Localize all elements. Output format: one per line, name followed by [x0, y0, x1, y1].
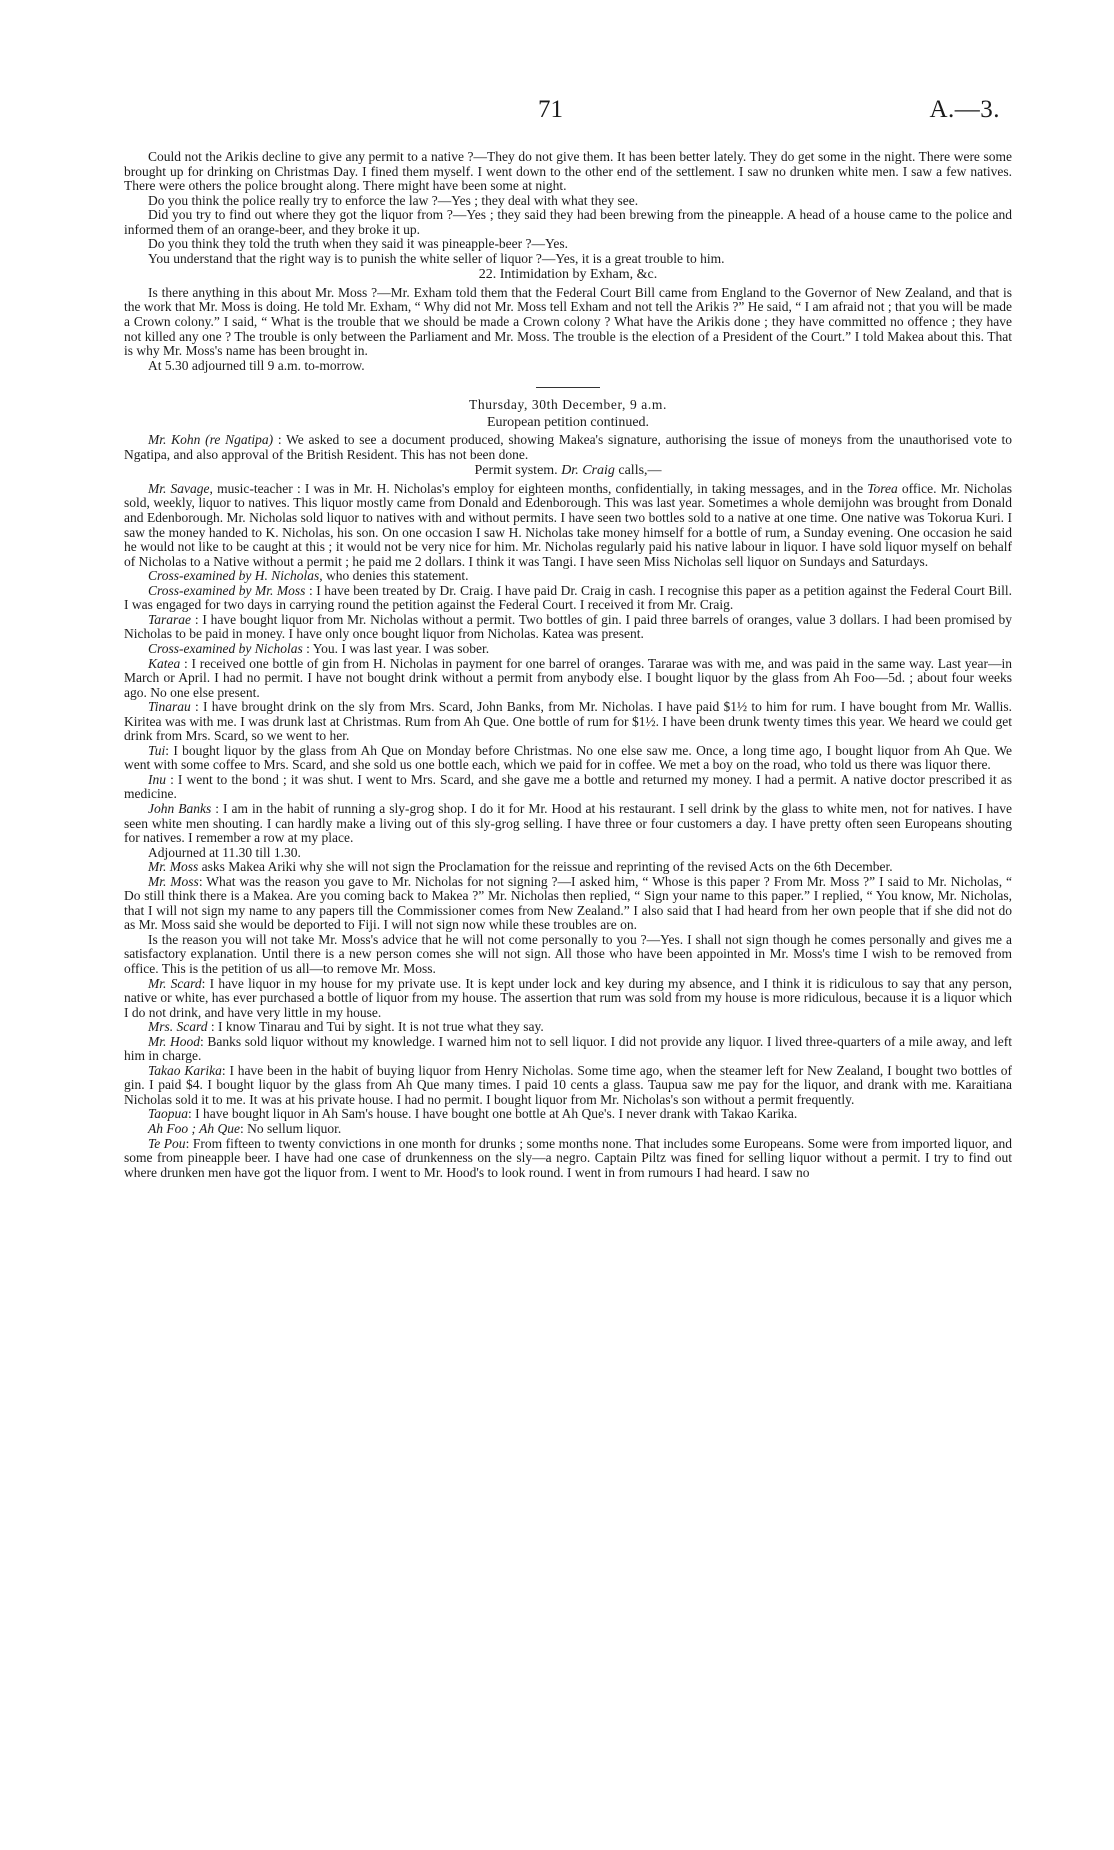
speaker-name: Mr. Kohn	[148, 432, 201, 448]
testimony	[124, 977, 1012, 1021]
testimony-text: : What was the reason you gave to Mr. Nicholas for not signing ?—I asked him, “ Whose is this paper ? From Mr. Moss ?” I said to Mr. Nicholas, “ Do still think there is a Makea. Are you coming back to Makea ?” Mr. Nicholas then replied, “ Sign your name to this paper.” I replied, “ You know, Mr. Nicholas, that I will not sign my name to any papers till the Commissioner comes from New Zealand.” I also said that I had heard from her own people that if she did not do as Mr. Moss said she would be deported to Fiji. I will not sign now while these troubles are on.	[124, 873, 1012, 933]
speaker-name: Taopua	[148, 1106, 189, 1122]
page-body	[124, 150, 1012, 1180]
section-divider	[536, 387, 600, 388]
speaker-name: Takao Karika	[148, 1062, 222, 1078]
calls-text: calls,—	[618, 463, 662, 479]
speaker-name: Te Pou	[148, 1135, 186, 1151]
speaker-name: Katea	[148, 655, 181, 671]
subheading	[124, 464, 1012, 479]
testimony	[124, 1137, 1012, 1181]
document-reference: A.—3.	[929, 96, 1000, 123]
speaker-name: Mr. Moss	[148, 859, 199, 875]
speaker-name: Cross-examined by H. Nicholas	[148, 568, 320, 584]
testimony	[124, 569, 1012, 584]
testimony	[124, 1107, 1012, 1122]
testimony	[124, 700, 1012, 744]
speaker-name: Tinarau	[148, 699, 191, 715]
ship-name: Torea	[867, 480, 898, 496]
speaker-note: (re Ngatipa)	[205, 432, 274, 448]
testimony	[124, 1122, 1012, 1137]
testimony	[124, 875, 1012, 933]
speaker-name: Cross-examined by Nicholas	[148, 640, 303, 656]
testimony	[124, 433, 1012, 462]
speaker-name: Tui	[148, 742, 166, 758]
speaker-name: Dr. Craig	[561, 463, 615, 479]
testimony	[124, 482, 1012, 569]
testimony-text: : I have bought liquor in Ah Sam's house. I have bought one bottle at Ah Que's. I never drank with Takao Karika.	[188, 1106, 798, 1122]
testimony-text: : I bought liquor by the glass from Ah Que on Monday before Christmas. No one else saw me. Once, a long time ago, I bought liquor from Ah Que. We went with some coffee to Mrs. Scard, and she sold us one bottle each, which we paid for in coffee. We met a boy on the road, who told us there was liquor there.	[124, 742, 1012, 773]
date-heading: Thursday, 30th December, 9 a.m.	[469, 397, 667, 413]
testimony-text: : I have been treated by Dr. Craig. I have paid Dr. Craig in cash. I recognise this paper as a petition against the Federal Court Bill. I was engaged for two days in carrying round the petition against the Federal Court. I received it from Mr. Craig.	[124, 582, 1013, 613]
testimony-text: : You. I was last year. I was sober.	[306, 640, 490, 656]
speaker-name: Mr. Moss	[148, 873, 199, 889]
testimony-text: : I received one bottle of gin from H. Nicholas in payment for one barrel of oranges. Tararae was with me, and was paid in the same way. Last year—in March or April. I had no permit. I have not bought drink without a permit from anybody else. I bought liquor by the glass from Ah Foo—5d. ; about four weeks ago. No one else present.	[124, 655, 1013, 700]
testimony-text: : From fifteen to twenty convictions in one month for drunks ; some months none. That includes some Europeans. Some were from imported liquor, and some from pineapple beer. I have had one case of drunkenness on the sly—a negro. Captain Piltz was fined for selling liquor without a permit. I try to find out where drunken men have got the liquor from. I went to Mr. Hood's to look round. I went in from rumours I had heard. I saw no	[124, 1135, 1012, 1180]
testimony	[124, 802, 1012, 846]
permit-system-text: Permit system.	[474, 463, 558, 479]
testimony-text: : Banks sold liquor without my knowledge. I warned him not to sell liquor. I did not provide any liquor. I lived three-quarters of a mile away, and left him in charge.	[124, 1033, 1012, 1064]
testimony-text: : We asked to see a document produced, showing Makea's signature, authorising the issue of moneys from the unauthorised vote to Ngatipa, and also approval of the British Resident. This has not been done.	[124, 432, 1013, 462]
speaker-name: Mr. Savage	[148, 480, 210, 496]
testimony-text: : I have been in the habit of buying liquor from Henry Nicholas. Some time ago, when the steamer left for New Zealand, I bought two bottles of gin. I paid $4. I bought liquor by the glass from Ah Que many times. I paid 10 cents a glass. Taupua saw me pay for the liquor, and drank with me. Karaitiana Nicholas sold it to me. It was at his private house. I had no permit. I bought liquor from Mr. Nicholas's son without a permit frequently.	[124, 1062, 1012, 1107]
testimony	[124, 642, 1012, 657]
subheading: European petition continued.	[486, 414, 650, 430]
testimony	[124, 860, 1012, 875]
testimony-text: : No sellum liquor.	[239, 1121, 342, 1136]
testimony-text: : I know Tinarau and Tui by sight. It is not true what they say.	[210, 1019, 544, 1035]
testimony-text: , who denies this statement.	[319, 568, 469, 584]
speaker-name: Ah Foo ; Ah Que	[148, 1121, 240, 1136]
paragraph: At 5.30 adjourned till 9 a.m. to-morrow.	[148, 357, 365, 373]
testimony	[124, 1035, 1012, 1064]
paragraph: Is the reason you will not take Mr. Moss's advice that he will not come personally to you ?—Yes. I shall not sign though he comes personally and gives me a satisfactory explanation. Until there is a new person comes she will not sign. All those who have been appointed in Mr. Moss's time I wish to be removed from office. This is the petition of us all—to remove Mr. Moss.	[124, 931, 1012, 976]
speaker-name: Mr. Hood	[148, 1033, 200, 1049]
speaker-name: Tararae	[148, 611, 192, 627]
testimony	[124, 613, 1012, 642]
testimony	[124, 584, 1012, 613]
testimony-text: : I have bought liquor from Mr. Nicholas without a permit. Two bottles of gin. I paid three barrels of oranges, value 3 dollars. I had been promised by Nicholas to be paid in money. I have only once bought liquor from Nicholas. Katea was present.	[124, 611, 1012, 642]
paragraph: Did you try to find out where they got the liquor from ?—Yes ; they said they had been brewing from the pineapple. A head of a house came to the police and informed them of an orange-beer, and they broke it up.	[124, 207, 1012, 237]
paragraph: Adjourned at 11.30 till 1.30.	[148, 844, 301, 860]
page-header	[0, 96, 1114, 136]
testimony-text: office. Mr. Nicholas sold, weekly, liquor to natives. This liquor mostly came from Donald and Edenborough. This was last year. Sometimes a whole demijohn was brought from Donald and Edenborough. Mr. Nicholas sold liquor to natives with and without permits. I have seen two bottles sold to a native at one time. One native was Tokorua Kuri. I saw the money handed to K. Nicholas, his son. On one occasion I saw H. Nicholas take money himself for a bottle of rum, a Sunday evening. One occasion he said he would not like to be caught at this ; it would not be very nice for him. Mr. Nicholas regularly paid his native labour in liquor. I have sold liquor myself on behalf of Nicholas to a Native without a permit ; he paid me 2 dollars. I think it was Tangi. I have seen Miss Nicholas sell liquor on Sundays and Saturdays.	[124, 480, 1012, 569]
testimony-text: : I went to the bond ; it was shut. I went to Mrs. Scard, and she gave me a bottle and returned my money. I had a permit. A native doctor prescribed it as medicine.	[124, 771, 1013, 802]
section-heading: 22. Intimidation by Exham, &c.	[478, 267, 658, 283]
testimony	[124, 1020, 1012, 1035]
testimony	[124, 773, 1012, 802]
paragraph: Do you think the police really try to enforce the law ?—Yes ; they deal with what they see.	[148, 192, 639, 208]
testimony	[124, 744, 1012, 773]
paragraph: Do you think they told the truth when they said it was pineapple-beer ?—Yes.	[148, 236, 569, 252]
speaker-name: Cross-examined by Mr. Moss	[148, 582, 306, 598]
testimony-text: asks Makea Ariki why she will not sign the Proclamation for the reissue and reprinting of the revised Acts on the 6th December.	[198, 859, 893, 875]
page-number: 71	[538, 96, 563, 123]
speaker-name: John Banks	[148, 800, 212, 816]
speaker-name: Mrs. Scard	[148, 1019, 208, 1035]
paragraph: Could not the Arikis decline to give any permit to a native ?—They do not give them. It has been better lately. They do get some in the night. There were some brought up for drinking on Christmas Day. I fined them myself. I went down to the other end of the settlement. I saw no drunken white men. I saw a few natives. There were others the police brought along. There might have been some at night.	[124, 149, 1012, 194]
testimony-text: : I am in the habit of running a sly-grog shop. I do it for Mr. Hood at his restaurant. I sell drink by the glass to white men, not for natives. I have seen white men shouting. I can hardly make a living out of this sly-grog selling. I have three or four customers a day. I have pretty often seen Europeans shouting for natives. I remember a row at my place.	[124, 800, 1013, 846]
testimony-text: : I have liquor in my house for my private use. It is kept under lock and key during my absence, and I think it is ridiculous to say that any person, native or white, has ever purchased a bottle of liquor from my house. The assertion that rum was sold from my house is more ridiculous, because it is a liquor which I do not drink, and have very little in my house.	[124, 975, 1012, 1020]
testimony-text: : I have brought drink on the sly from Mrs. Scard, John Banks, from Mr. Nicholas. I have paid $1½ to him for rum. I have bought from Mr. Wallis. Kiritea was with me. I was drunk last at Christmas. Rum from Ah Que. One bottle of rum for $1½. I have been drunk twenty times this year. We heard we could get drink from Mrs. Scard, so we went to her.	[124, 699, 1013, 744]
speaker-name: Mr. Scard	[148, 975, 202, 991]
paragraph: Is there anything in this about Mr. Moss ?—Mr. Exham told them that the Federal Court Bill came from England to the Governor of New Zealand, and that is the work that Mr. Moss is doing. He told Mr. Exham, “ Why did not Mr. Moss tell Exham and not tell the Arikis ?” He said, “ I am afraid not ; that you will be made a Crown colony.” I said, “ What is the trouble that we should be made a Crown colony ? What have the Arikis done ; they have committed no offence ; they have not killed any one ? The trouble is only between the Parliament and Mr. Moss. The trouble is the election of a President of the Court.” I told Makea about this. That is why Mr. Moss's name has been brought in.	[124, 284, 1012, 359]
testimony	[124, 1064, 1012, 1108]
testimony	[124, 657, 1012, 701]
speaker-name: Inu	[148, 771, 166, 787]
testimony-text: , music-teacher : I was in Mr. H. Nicholas's employ for eighteen months, confidentially, in taking messages, and in the	[209, 480, 868, 496]
paragraph: You understand that the right way is to punish the white seller of liquor ?—Yes, it is a great trouble to him.	[148, 250, 725, 266]
